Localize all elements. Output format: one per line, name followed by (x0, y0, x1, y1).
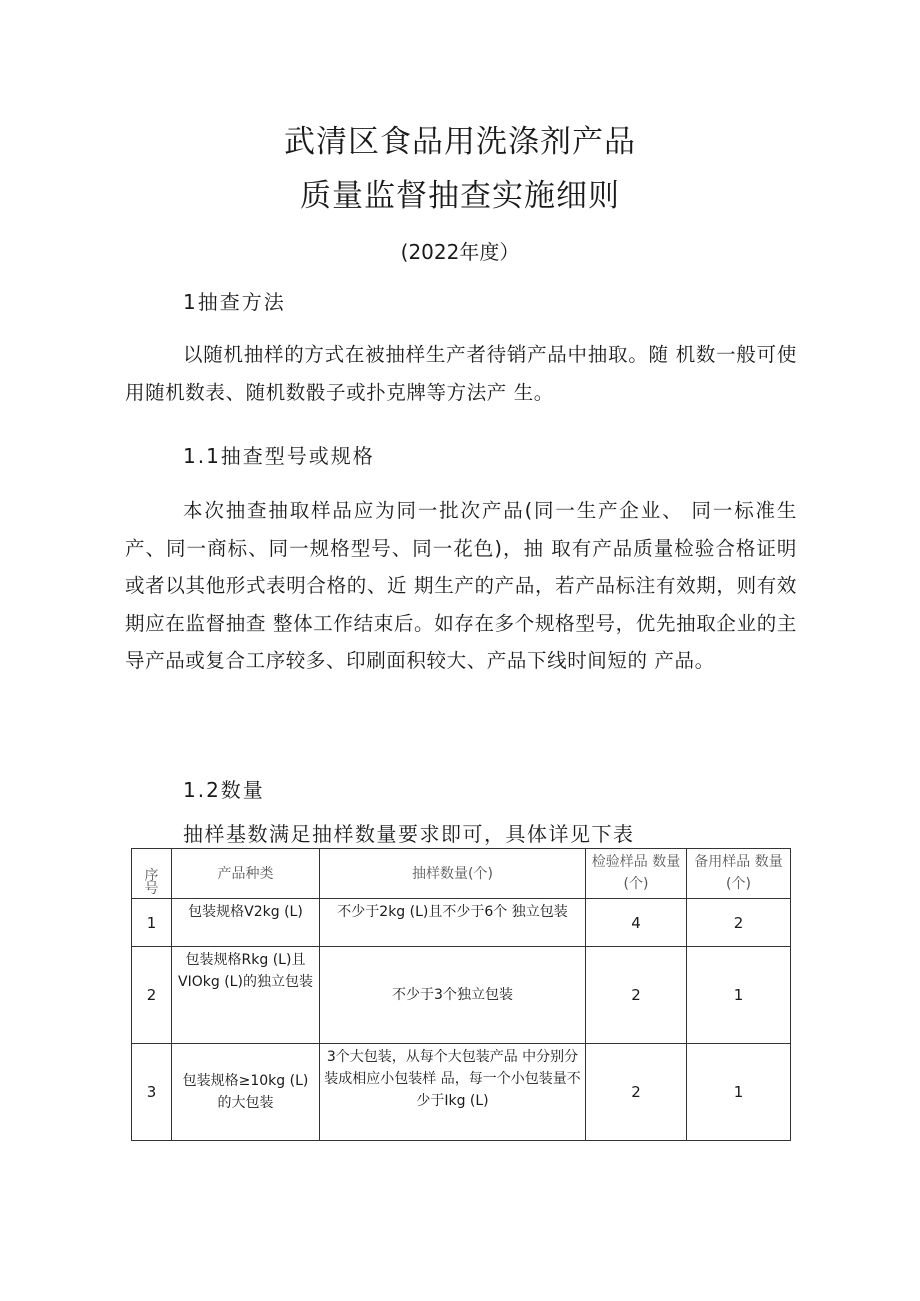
cell-serial: 3 (132, 1044, 172, 1141)
table-row (132, 1044, 791, 1141)
section-1-1-paragraph: 本次抽查抽取样品应为同一批次产品(同一生产企业、 同一标准生产、同一商标、同一规格型号、同一花色)，抽 取有产品质量检验合格证明或者以其他形式表明合格的、近 期生产的产品，若产品标注有效期，则有效期应在监督抽查 整体工作结束后。如存在多个规格型号，优先抽取企业的主 导产品或复合工序较多、印刷面积较大、产品下线时间短的 产品。 (125, 499, 797, 672)
table-row (132, 947, 791, 1044)
document-title-line2: 质量监督抽查实施细则 (300, 178, 620, 214)
sampling-table (131, 848, 791, 1141)
cell-serial: 2 (132, 947, 172, 1044)
cell-product-type: 包装规格V2kg (L) (172, 899, 320, 947)
table-row (132, 899, 791, 947)
section-1-2-heading: 1.2数量 (183, 778, 265, 802)
cell-serial: 1 (132, 899, 172, 947)
table-header-row (132, 849, 791, 899)
header-serial: 序号 (132, 849, 172, 899)
cell-sample-qty: 不少于3个独立包装 (320, 947, 586, 1044)
header-backup-qty: 备用样品 数量(个) (687, 849, 791, 899)
section-1-paragraph: 以随机抽样的方式在被抽样生产者待销产品中抽取。随 机数一般可使用随机数表、随机数骰子或扑克牌等方法产 生。 (125, 343, 797, 404)
cell-test-qty: 4 (586, 899, 687, 947)
document-title-line1: 武清区食品用洗涤剂产品 (284, 124, 636, 160)
cell-sample-qty: 3个大包装，从每个大包装产品 中分别分装成相应小包装样 品，每一个小包装量不少于Ikg (L) (320, 1044, 586, 1141)
cell-product-type: 包装规格≥10kg (L)的大包装 (172, 1044, 320, 1141)
section-1-heading: 1抽查方法 (183, 290, 286, 314)
header-product-type: 产品种类 (172, 849, 320, 899)
cell-backup-qty: 1 (687, 1044, 791, 1141)
cell-test-qty: 2 (586, 1044, 687, 1141)
cell-backup-qty: 1 (687, 947, 791, 1044)
document-year: (2022年度） (400, 240, 520, 264)
cell-backup-qty: 2 (687, 899, 791, 947)
header-sample-qty: 抽样数量(个) (320, 849, 586, 899)
cell-test-qty: 2 (586, 947, 687, 1044)
table-caption: 抽样基数满足抽样数量要求即可，具体详见下表 (183, 822, 635, 846)
header-test-qty: 检验样品 数量(个) (586, 849, 687, 899)
section-1-1-heading: 1.1抽查型号或规格 (183, 444, 375, 468)
cell-product-type: 包装规格Rkg (L)且VIOkg (L)的独立包装 (172, 947, 320, 1044)
cell-sample-qty: 不少于2kg (L)且不少于6个 独立包装 (320, 899, 586, 947)
